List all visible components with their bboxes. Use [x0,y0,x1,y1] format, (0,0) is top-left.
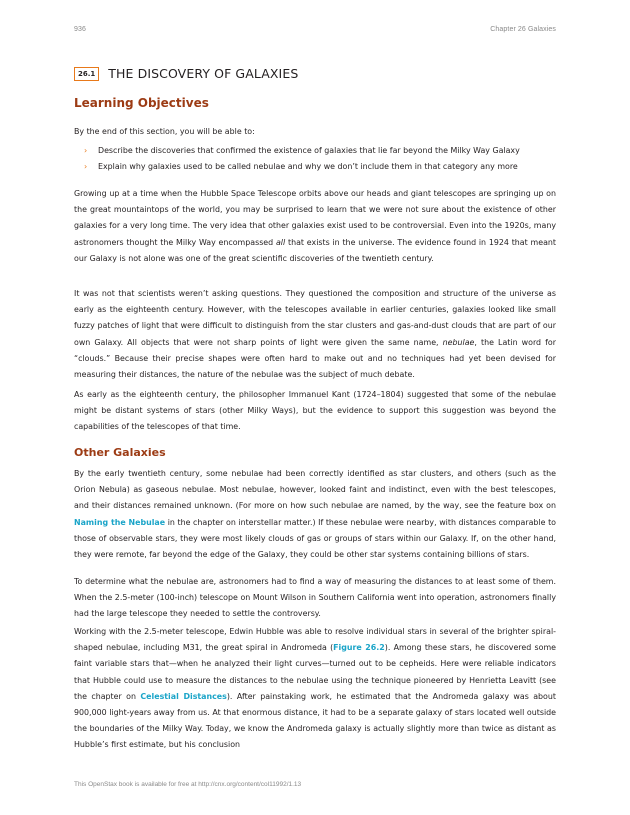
text-run: As early as the eighteenth century, the philosopher Immanuel Kant (1724–1804) suggested that some of the nebulae might be distant systems of stars (other Milky Ways), but the evidence to support this suggestion was beyond the capabilities of the telescopes of that time. [74,390,556,432]
page-number: 936 [74,26,86,33]
text-run: in the chapter on interstellar matter.) If these nebulae were nearby, with distances comparable to those of observable stars, they were most likely clouds of gas or groups of stars within our Galaxy. If, on the other hand, they were remote, far beyond the edge of the Galaxy, they could be other star systems containing billions of stars. [74,517,556,560]
text-run: , the Latin word for “clouds.” Because their precise shapes were often hard to make out and no techniques had yet been devised for measuring their distances, the nature of the nebulae was the subject of much debate. [74,337,556,380]
celestial-distances-link[interactable]: Celestial Distances [140,691,227,701]
page-footer: This OpenStax book is available for free at http://cnx.org/content/col11992/1.13 [74,781,302,788]
emphasis-text: nebulae [442,337,475,347]
objective-text: Explain why galaxies used to be called nebulae and why we don’t include them in that category any more [98,161,518,171]
paragraph-intro [74,186,556,267]
objective-item [84,143,564,159]
section-number-badge: 26.1 [74,67,99,81]
learning-objectives-heading: Learning Objectives [74,96,209,110]
objective-text: Describe the discoveries that confirmed the existence of galaxies that lie far beyond the Milky Way Galaxy [98,146,520,155]
learning-objectives-intro: By the end of this section, you will be able to: [74,127,255,136]
paragraph-kant [74,387,556,436]
paragraph-mount-wilson [74,574,556,623]
learning-objectives-list [84,143,564,174]
text-run: ). Among these stars, he discovered some faint variable stars that—when he analyzed their light curves—turned out to be cepheids. Here were reliable indicators that Hubble could use to measure the distances to the nebulae using the technique pioneered by Henrietta Leavitt (see the chapter on [74,643,556,701]
text-run: To determine what the nebulae are, astronomers had to find a way of measuring the distances to at least some of them. When the 2.5-meter (100-inch) telescope on Mount Wilson in Southern California went into operation, astronomers finally had the large telescope they needed to settle the controversy. [74,577,556,619]
text-run: Growing up at a time when the Hubble Space Telescope orbits above our heads and giant telescopes are springing up on the great mountaintops of the world, you may be surprised to learn that we were not sure about the existence of other galaxies for a very long time. The very idea that other galaxies exist used to be controversial. Even into the 1920s, many astronomers thought the Milky Way encompassed [74,189,556,247]
text-run: Working with the 2.5-meter telescope, Edwin Hubble was able to resolve individual stars in several of the brighter spiral-shaped nebulae, including M31, the great spiral in Andromeda ( [74,627,556,653]
chapter-running-head: Chapter 26 Galaxies [490,26,556,33]
text-run: ). After painstaking work, he estimated that the Andromeda galaxy was about 900,000 light-years away from us. At that enormous distance, it had to be a separate galaxy of stars located well outside the boundaries of the Milky Way. Today, we know the Andromeda galaxy is actually slightly more than twice as distant as Hubble’s first estimate, but his conclusion [74,691,556,750]
section-heading [74,66,298,81]
chevron-right-icon: › [84,161,88,171]
naming-the-nebulae-link[interactable]: Naming the Nebulae [74,517,166,527]
figure-26-2-link[interactable]: Figure 26.2 [333,643,385,653]
objective-item [84,159,564,175]
text-run: It was not that scientists weren’t asking questions. They questioned the composition and structure of the universe as early as the eighteenth century. However, with the telescopes available in earlier centuries, galaxies looked like small fuzzy patches of light that were difficult to distinguish from the star clusters and gas-and-dust clouds that are part of our own Galaxy. All objects that were not sharp points of light were given the same name, [74,289,556,347]
paragraph-nebulae [74,286,556,383]
paragraph-hubble [74,624,556,754]
section-title: THE DISCOVERY OF GALAXIES [108,66,299,81]
text-run: that exists in the universe. The evidence found in 1924 that meant our Galaxy is not alone was one of the great scientific discoveries of the twentieth century. [74,237,556,263]
chevron-right-icon: › [84,146,88,155]
emphasis-text: all [275,237,286,247]
other-galaxies-heading: Other Galaxies [74,446,166,459]
paragraph-early-twentieth [74,466,556,563]
text-run: By the early twentieth century, some nebulae had been correctly identified as star clusters, and others (such as the Orion Nebula) as gaseous nebulae. Most nebulae, however, looked faint and indistinct, even with the best telescopes, and their distances remained unknown. (For more on how such nebulae are named, by the way, see the feature box on [74,469,556,511]
